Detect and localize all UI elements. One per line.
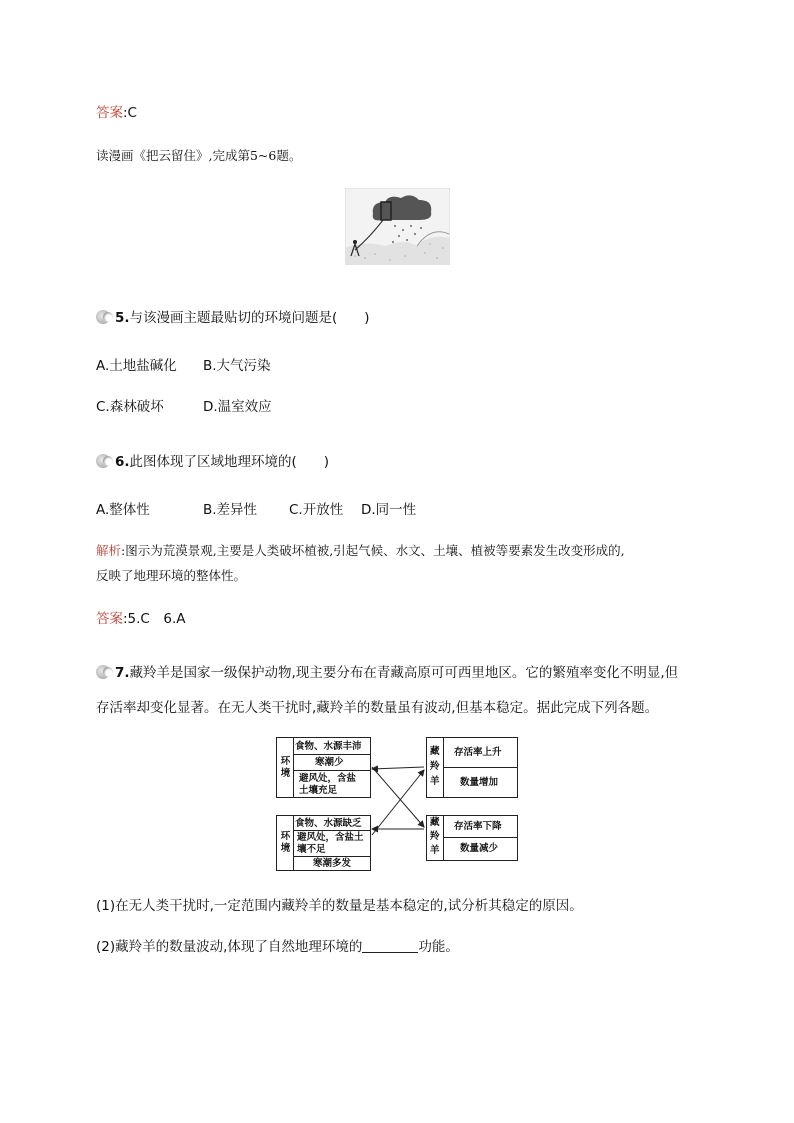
env-good-shelter-1: 避风处，含盐 [299, 773, 357, 784]
answer-text: :5.C 6.A [123, 611, 186, 627]
env-good-cold: 寒潮少 [315, 757, 344, 768]
env-bad-cold: 寒潮多发 [313, 858, 352, 869]
question-number: 5. [115, 310, 130, 326]
option-b: B.差异性 [203, 502, 258, 518]
env-bad-shelter-2: 壤不足 [297, 844, 326, 855]
env-good-label: 环境 [280, 756, 291, 779]
question-bullet-icon [96, 665, 114, 679]
option-d: D.温室效应 [203, 399, 272, 415]
question-5 [96, 306, 370, 326]
env-good-shelter-2: 土壤充足 [299, 785, 338, 796]
arrow-bad-to-up [372, 770, 424, 835]
answer-blank[interactable] [362, 940, 418, 953]
arrow-up-to-good [372, 767, 424, 769]
cartoon-image [345, 188, 450, 265]
env-bad-label: 环境 [280, 831, 291, 854]
sub-question-1: (1)在无人类干扰时,一定范围内藏羚羊的数量是基本稳定的,试分析其稳定的原因。 [96, 898, 583, 914]
analysis-line-1 [96, 540, 625, 559]
sub-question-2-end: 功能。 [418, 939, 459, 955]
sub-question-2 [96, 935, 459, 955]
cartoon-intro: 读漫画《把云留住》,完成第5~6题。 [96, 148, 302, 163]
antelope-down-label: 藏羚羊 [430, 817, 440, 856]
answer-line-1 [96, 101, 137, 121]
analysis-label: 解析 [96, 543, 122, 558]
sub-question-2-text: (2)藏羚羊的数量波动,体现了自然地理环境的 [96, 939, 363, 955]
option-c: C.森林破坏 [96, 399, 164, 415]
antelope-count-up: 数量增加 [460, 777, 499, 788]
answer-label: 答案 [96, 105, 123, 121]
question-number: 6. [115, 454, 130, 470]
question-stem: 此图体现了区域地理环境的( ) [129, 454, 330, 470]
question-7-line-2: 存活率却变化显著。在无人类干扰时,藏羚羊的数量虽有波动,但基本稳定。据此完成下列各题。 [96, 700, 659, 716]
question-7 [96, 661, 678, 681]
question-number: 7. [115, 665, 130, 681]
env-bad-shelter-1: 避风处，含盐土 [297, 832, 364, 843]
env-bad-food: 食物、水源缺乏 [295, 818, 362, 829]
answer-text: :C [123, 105, 137, 121]
antelope-survival-down: 存活率下降 [454, 821, 502, 832]
question-bullet-icon [96, 310, 114, 324]
question-stem-line-1: 藏羚羊是国家一级保护动物,现主要分布在青藏高原可可西里地区。它的繁殖率变化不明显,但 [129, 665, 679, 681]
question-6 [96, 450, 329, 470]
question-bullet-icon [96, 454, 114, 468]
option-a: A.土地盐碱化 [96, 358, 177, 374]
cross-arrows [276, 737, 520, 861]
question-stem: 与该漫画主题最贴切的环境问题是( ) [129, 310, 370, 326]
option-b: B.大气污染 [203, 358, 271, 374]
antelope-count-down: 数量减少 [460, 843, 499, 854]
option-c: C.开放性 [289, 502, 344, 518]
antelope-survival-up: 存活率上升 [454, 747, 502, 758]
option-d: D.同一性 [361, 502, 417, 518]
answer-label: 答案 [96, 611, 123, 627]
arrow-good-to-down [372, 767, 424, 827]
answer-line-2 [96, 607, 185, 627]
antelope-up-label: 藏羚羊 [430, 746, 440, 787]
analysis-text: :图示为荒漠景观,主要是人类破坏植被,引起气候、水文、土壤、植被等要素发生改变形成的, [121, 543, 625, 558]
option-a: A.整体性 [96, 502, 150, 518]
antelope-diagram [276, 737, 520, 869]
env-good-food: 食物、水源丰沛 [295, 741, 362, 752]
analysis-line-2: 反映了地理环境的整体性。 [96, 568, 247, 583]
